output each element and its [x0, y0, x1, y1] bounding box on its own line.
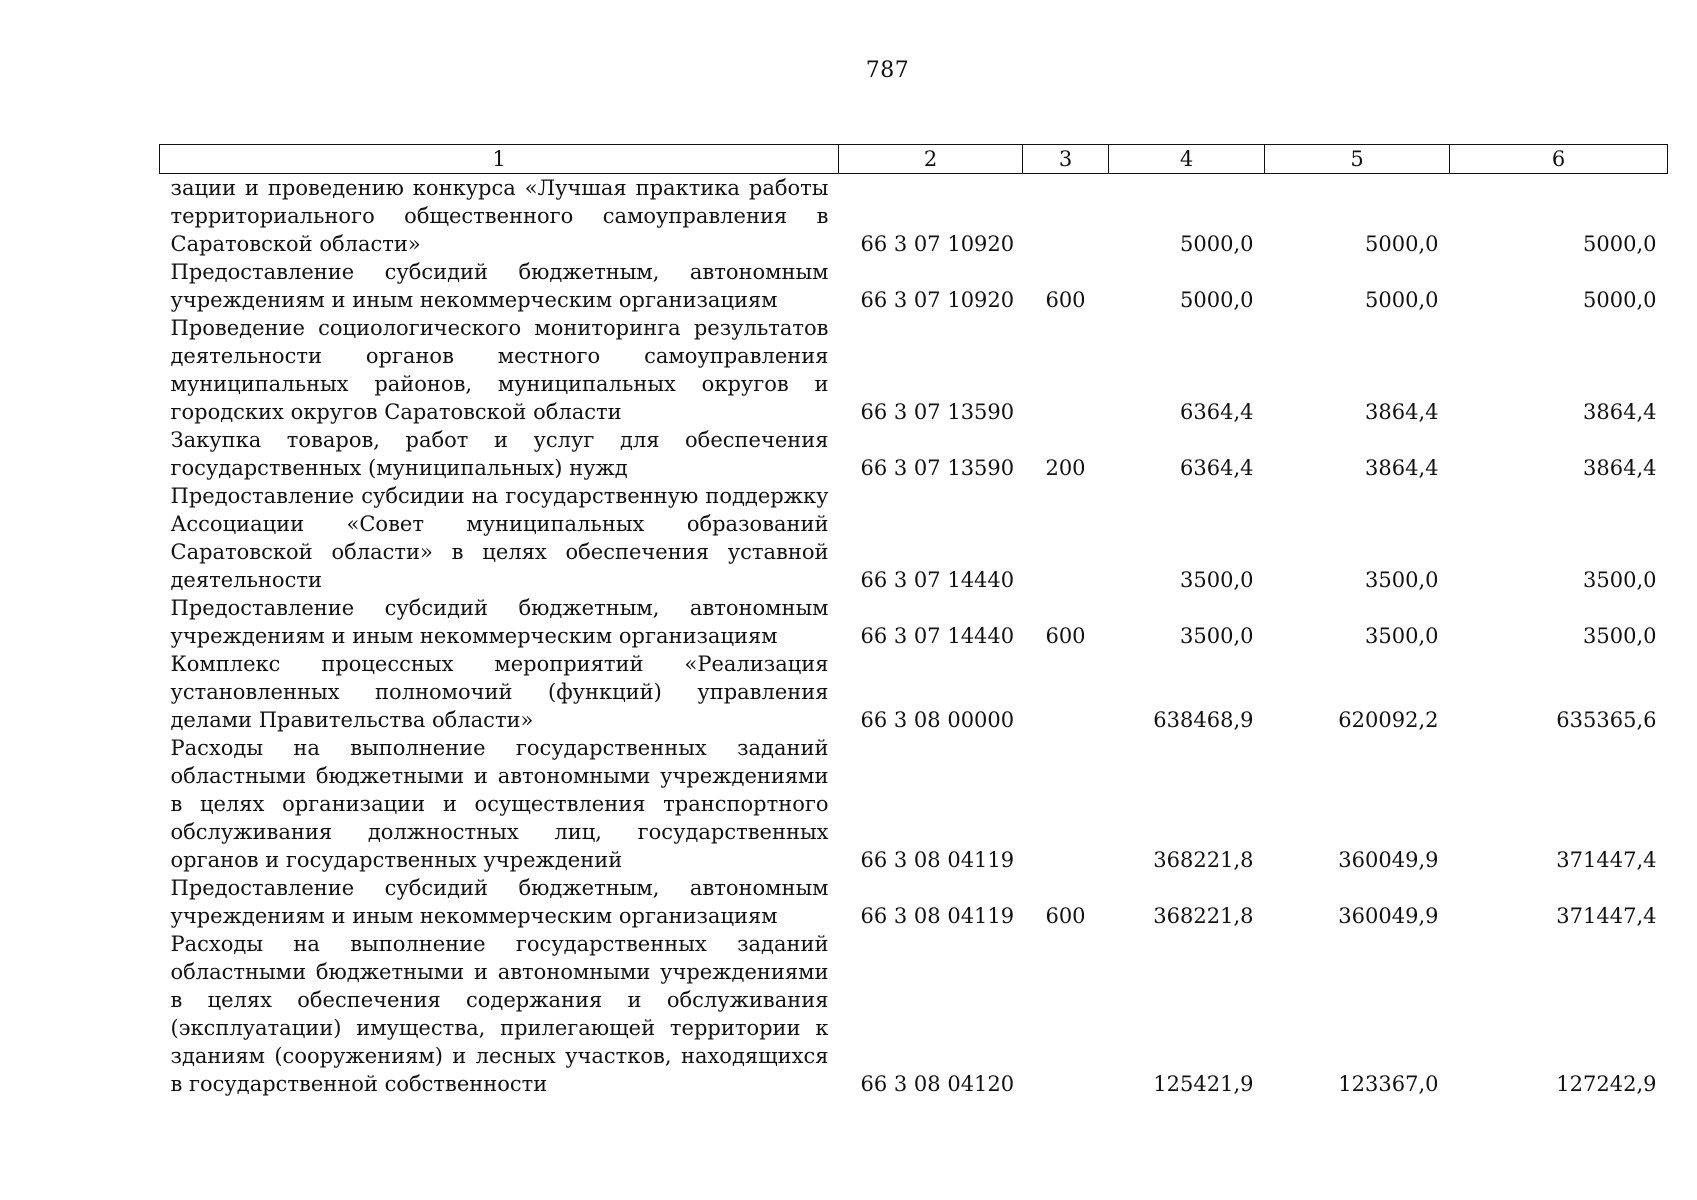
table-body: [160, 174, 1668, 1099]
row-code: 66 3 07 14440: [860, 568, 1015, 592]
page-number: 787: [865, 58, 910, 83]
table-row: [160, 734, 1668, 874]
row-value-5: 360049,9: [1338, 848, 1439, 872]
table-header: [160, 145, 1668, 174]
row-value-4: 638468,9: [1153, 708, 1254, 732]
table-row: [160, 874, 1668, 930]
table-row: [160, 314, 1668, 426]
row-value-6: 371447,4: [1556, 848, 1657, 872]
column-header-1: 1: [160, 145, 839, 174]
row-type: 600: [1045, 288, 1086, 312]
row-value-6: 3864,4: [1583, 456, 1657, 480]
row-type: [1023, 650, 1109, 734]
row-code: 66 3 08 04120: [860, 1072, 1015, 1096]
row-type: 600: [1045, 904, 1086, 928]
row-name: Предоставление субсидий бюджетным, автономным учреждениям и иным некоммерческим организациям: [170, 260, 829, 312]
row-type: 200: [1045, 456, 1086, 480]
row-type: 600: [1045, 624, 1086, 648]
row-name: Предоставление субсидий бюджетным, автономным учреждениям и иным некоммерческим организациям: [170, 596, 829, 648]
row-value-4: 5000,0: [1180, 288, 1254, 312]
column-header-6: 6: [1450, 145, 1668, 174]
table-row: [160, 650, 1668, 734]
header-row: [160, 145, 1668, 174]
row-type: [1023, 734, 1109, 874]
row-type: [1023, 174, 1109, 259]
column-header-2: 2: [839, 145, 1023, 174]
row-value-4: 125421,9: [1153, 1072, 1254, 1096]
row-value-4: 3500,0: [1180, 624, 1254, 648]
row-type: [1023, 482, 1109, 594]
row-code: 66 3 08 00000: [860, 708, 1015, 732]
row-value-5: 620092,2: [1338, 708, 1439, 732]
table-row: [160, 482, 1668, 594]
row-code: 66 3 07 13590: [860, 456, 1015, 480]
column-header-3: 3: [1023, 145, 1109, 174]
row-type: [1023, 930, 1109, 1098]
row-name: Расходы на выполнение государственных заданий областными бюджетными и автономными учреждениями в целях обеспечения содержания и обслуживания (эксплуатации) имущества, прилегающей территории к зданиям (сооружениям) и лесных участков, находящихся в государственной собственности: [170, 932, 829, 1096]
row-value-4: 368221,8: [1153, 848, 1254, 872]
table-row: [160, 258, 1668, 314]
row-name: Расходы на выполнение государственных заданий областными бюджетными и автономными учреждениями в целях организации и осуществления транспортного обслуживания должностных лиц, государственных органов и государственных учреждений: [170, 736, 829, 872]
column-header-4: 4: [1109, 145, 1265, 174]
row-code: 66 3 07 10920: [860, 232, 1015, 256]
row-value-5: 3864,4: [1365, 456, 1439, 480]
row-value-5: 360049,9: [1338, 904, 1439, 928]
row-name: Закупка товаров, работ и услуг для обеспечения государственных (муниципальных) нужд: [170, 428, 829, 480]
row-type: [1023, 314, 1109, 426]
row-value-5: 3500,0: [1365, 568, 1439, 592]
row-value-4: 3500,0: [1180, 568, 1254, 592]
table-row: [160, 930, 1668, 1098]
row-value-4: 368221,8: [1153, 904, 1254, 928]
column-header-5: 5: [1265, 145, 1450, 174]
row-code: 66 3 07 10920: [860, 288, 1015, 312]
row-value-5: 5000,0: [1365, 232, 1439, 256]
row-code: 66 3 07 13590: [860, 400, 1015, 424]
row-value-6: 3500,0: [1583, 568, 1657, 592]
row-value-5: 5000,0: [1365, 288, 1439, 312]
row-value-6: 5000,0: [1583, 288, 1657, 312]
row-value-6: 5000,0: [1583, 232, 1657, 256]
row-value-4: 6364,4: [1180, 400, 1254, 424]
row-code: 66 3 08 04119: [860, 848, 1015, 872]
row-value-5: 123367,0: [1338, 1072, 1439, 1096]
table-row: [160, 426, 1668, 482]
row-name: Предоставление субсидии на государственную поддержку Ассоциации «Совет муниципальных образований Саратовской области» в целях обеспечения уставной деятельности: [170, 484, 829, 592]
row-value-4: 6364,4: [1180, 456, 1254, 480]
row-name: Предоставление субсидий бюджетным, автономным учреждениям и иным некоммерческим организациям: [170, 876, 829, 928]
table-row: [160, 594, 1668, 650]
row-value-4: 5000,0: [1180, 232, 1254, 256]
budget-table: [159, 144, 1668, 1098]
row-value-6: 3500,0: [1583, 624, 1657, 648]
row-value-5: 3500,0: [1365, 624, 1439, 648]
row-name: Комплекс процессных мероприятий «Реализация установленных полномочий (функций) управления делами Правительства области»: [170, 652, 829, 732]
row-value-6: 635365,6: [1556, 708, 1657, 732]
table-row: [160, 174, 1668, 259]
row-code: 66 3 07 14440: [860, 624, 1015, 648]
row-name: Проведение социологического мониторинга результатов деятельности органов местного самоуправления муниципальных районов, муниципальных округов и городских округов Саратовской области: [170, 316, 829, 424]
row-value-5: 3864,4: [1365, 400, 1439, 424]
row-value-6: 127242,9: [1556, 1072, 1657, 1096]
row-value-6: 371447,4: [1556, 904, 1657, 928]
row-name: зации и проведению конкурса «Лучшая практика работы территориального общественного самоуправления в Саратовской области»: [170, 176, 829, 256]
row-value-6: 3864,4: [1583, 400, 1657, 424]
row-code: 66 3 08 04119: [860, 904, 1015, 928]
